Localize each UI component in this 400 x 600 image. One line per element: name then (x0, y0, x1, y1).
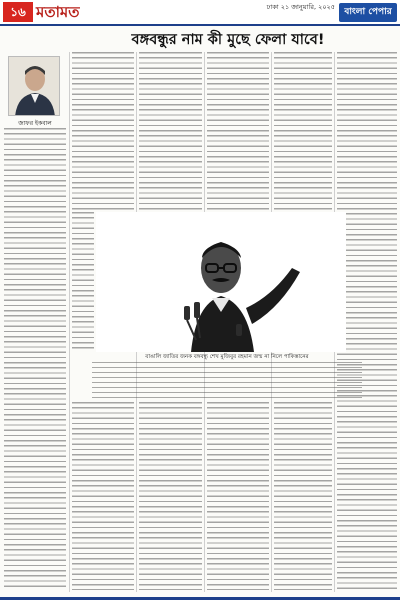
newspaper-logo: বাংলা পেপার (339, 3, 397, 22)
caption-body (92, 362, 362, 400)
author-name: জাফর ইকবাল (18, 120, 52, 127)
article-column-1 (4, 128, 66, 590)
speaker-photo (96, 212, 346, 352)
article-column-4 (207, 52, 269, 212)
article-column-2 (72, 402, 134, 590)
article-headline: বঙ্গবন্ধুর নাম কী মুছে ফেলা যাবে! (131, 32, 325, 48)
photo-caption: বাঙালি জাতির জনক বঙ্গবন্ধু শেখ মুজিবুর রহমান জন্ম না নিলে পাকিস্তানের (145, 354, 309, 360)
issue-date: ঢাকা ২১ জানুয়ারি, ২০২৫ (266, 3, 335, 11)
article-column-6 (337, 52, 397, 590)
section-title: মতামত (36, 3, 80, 21)
article-column-5 (274, 52, 332, 212)
article-column-3 (139, 52, 202, 212)
article-column-3 (139, 402, 202, 590)
page-number: ১৬ (3, 2, 33, 22)
column-divider (69, 52, 70, 592)
masthead (0, 0, 400, 26)
article-column-2 (72, 52, 134, 212)
article-column-4 (207, 402, 269, 590)
author-photo (8, 56, 60, 116)
article-column-2 (72, 212, 94, 352)
article-column-5 (274, 402, 332, 590)
